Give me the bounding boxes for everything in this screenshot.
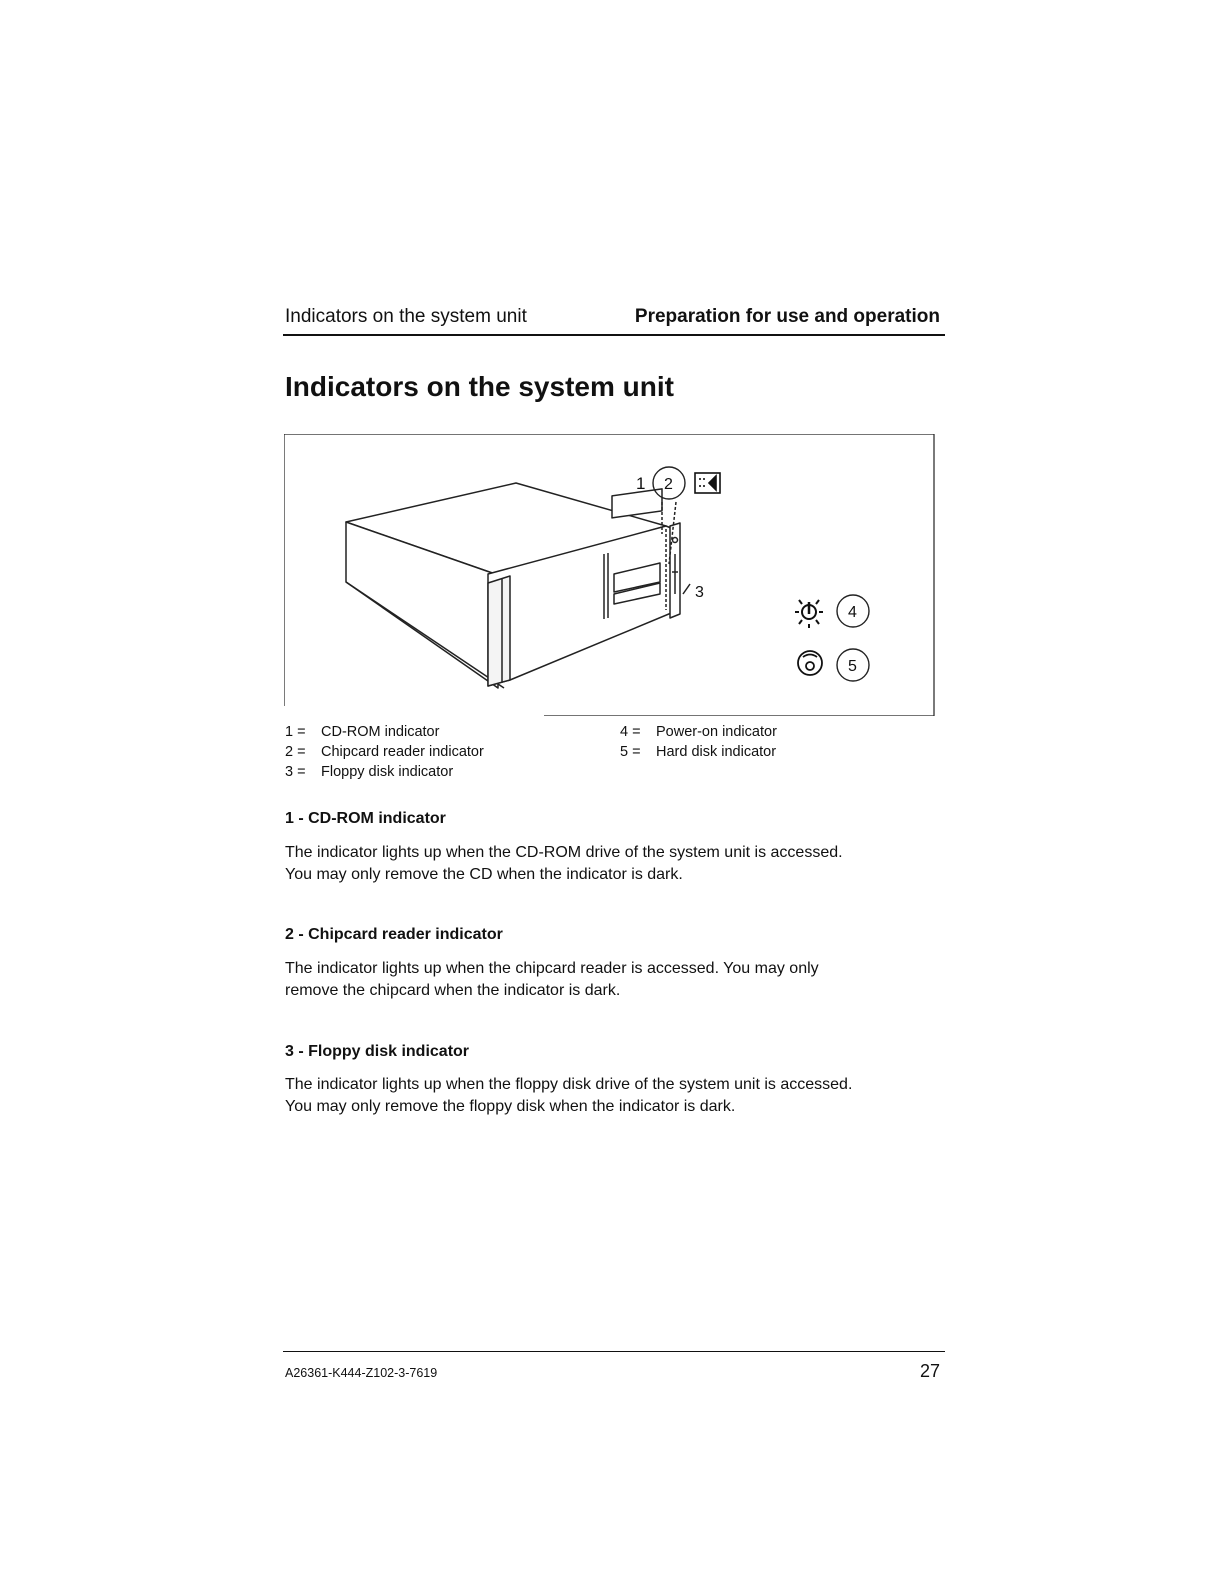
system-unit-figure: [284, 434, 936, 716]
document-number: A26361-K444-Z102-3-7619: [285, 1366, 438, 1380]
chipcard-icon: [695, 473, 720, 493]
section-heading-cdrom: 1 - CD-ROM indicator: [285, 810, 446, 827]
header-rule: [283, 334, 945, 336]
section-body-floppy: The indicator lights up when the floppy disk drive of the system unit is accessed. You may only remove the floppy disk when the indicator is dark.: [285, 1076, 853, 1115]
running-header-section: Indicators on the system unit: [285, 306, 527, 327]
power-sun-icon: [795, 600, 823, 628]
legend-right: [620, 722, 777, 762]
callout-2: 2: [664, 476, 673, 493]
section-body-cdrom: The indicator lights up when the CD-ROM drive of the system unit is accessed. You may only remove the CD when the indicator is dark.: [285, 844, 843, 883]
callout-5: 5: [848, 658, 857, 675]
legend-item: 2 = Chipcard reader indicator: [285, 744, 484, 760]
pc-case-drawing: [346, 483, 690, 688]
page-number: 27: [919, 1361, 940, 1381]
callout-3: 3: [695, 584, 704, 601]
callout-4: 4: [848, 604, 857, 621]
section-heading-chipcard: 2 - Chipcard reader indicator: [285, 926, 503, 943]
legend-item: 3 = Floppy disk indicator: [285, 764, 454, 780]
legend-item: 5 = Hard disk indicator: [620, 744, 777, 760]
legend-item: 1 = CD-ROM indicator: [285, 724, 440, 740]
callout-1: 1: [636, 474, 646, 493]
legend-left: [285, 722, 484, 782]
running-header-chapter: Preparation for use and operation: [634, 306, 940, 327]
legend-item: 4 = Power-on indicator: [620, 724, 777, 740]
page-title: Indicators on the system unit: [285, 371, 674, 402]
section-body-chipcard: The indicator lights up when the chipcard reader is accessed. You may only remove the chipcard when the indicator is dark.: [285, 960, 819, 999]
hard-disk-icon: [798, 651, 822, 675]
section-heading-floppy: 3 - Floppy disk indicator: [285, 1043, 470, 1060]
footer-rule: [283, 1351, 945, 1352]
